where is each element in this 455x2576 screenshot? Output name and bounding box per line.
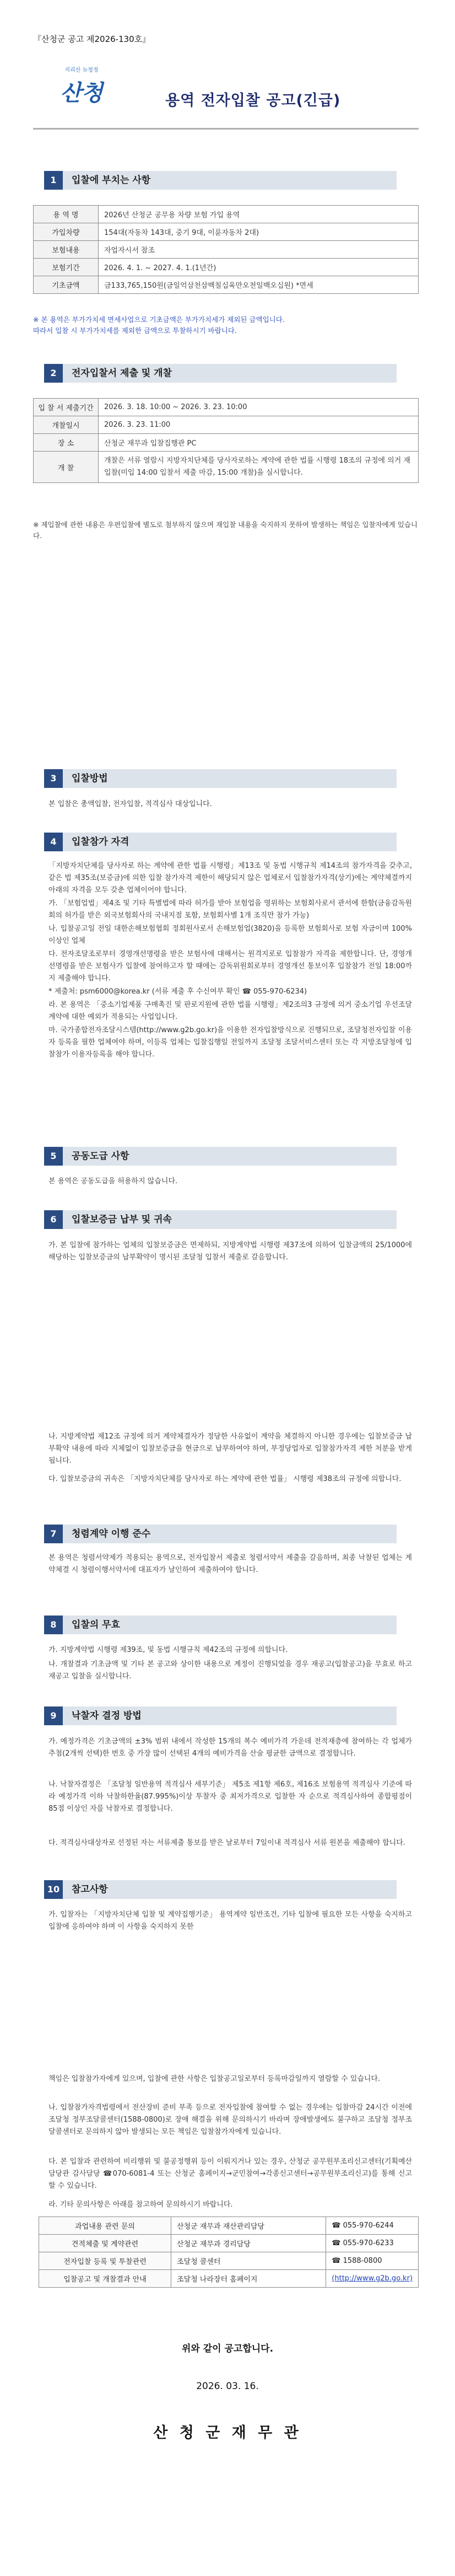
- section-title: 낙찰자 결정 방법: [72, 1710, 142, 1721]
- row-label: 기초금액: [34, 276, 99, 294]
- integrity-text: 본 용역은 청렴서약제가 적용되는 용역으로, 전자입찰서 제출로 청렴서약서 제출을 갈음하며, 최종 낙찰된 업체는 계약체결 시 청렴이행서약서에 대표자가 날인하여 제출하여야 합니다.: [48, 1554, 412, 1574]
- list-item: 마. 국가종합전자조달시스템(http://www.g2b.go.kr)을 이용한 전자입찰방식으로 진행되므로, 조달청전자입찰 이용자 등록을 필한 업체여야 하며, 이등록 업체는 입찰집행일 전일까지 조달청 조달서비스센터 또는 각 지방조달청에 입찰참가 이용자등록을 해야 합니다.: [48, 1026, 412, 1059]
- invalid-item: 가. 지방계약법 시행령 제39조, 및 동법 시행규칙 제42조의 규정에 의합니다.: [48, 1646, 288, 1654]
- vat-note-line: 따라서 입찰 시 부가가치세를 제외한 금액으로 투찰하시기 바랍니다.: [33, 326, 237, 335]
- section-title: 공동도급 사항: [72, 1151, 129, 1162]
- section-header-2: [44, 364, 397, 383]
- section-number: 6: [44, 1210, 63, 1229]
- contact-label: 견적체출 및 계약관련: [39, 2235, 171, 2252]
- section-number: 3: [44, 769, 63, 788]
- submission-table: [33, 398, 419, 483]
- section-header-5: [44, 1147, 397, 1166]
- section-title: 청렴계약 이행 준수: [72, 1528, 151, 1539]
- service-name: 2026년 산청군 공무용 차량 보험 가입 용역: [99, 206, 419, 223]
- contact-dept: 조달청 콜센터: [171, 2252, 326, 2270]
- row-label: 개찰일시: [34, 416, 99, 434]
- section-number: 2: [44, 364, 63, 383]
- decision-item: 가. 예정가격은 기초금액의 ±3% 범위 내에서 작성한 15개의 복수 예비가격 가운데 전적재층에 참여하는 각 업체가 추첨(2개씩 선택)한 번호 중 가장 많이 선택된 4개의 예비가격을 산술 평균한 금액으로 결정합니다.: [48, 1737, 412, 1758]
- notice-date: 2026. 03. 16.: [196, 2381, 259, 2392]
- decision-item: 다. 적격심사대상자로 선정된 자는 서류제출 통보를 받은 날로부터 7일이내 적격심사 서류 원본을 제출해야 합니다.: [48, 1839, 405, 1847]
- contact-dept: 산청군 재무과 경리담당: [171, 2235, 326, 2252]
- section-title: 입찰의 무효: [72, 1619, 121, 1630]
- reference-cont: 책임은 입찰참가자에게 있으며, 입찰에 관한 사항은 입찰공고일로부터 등록마감일까지 열람할 수 있습니다.: [48, 2075, 381, 2083]
- vat-note: [33, 314, 419, 336]
- section-number: 10: [44, 1880, 63, 1899]
- section-number: 4: [44, 833, 63, 851]
- row-label: 보험기간: [34, 259, 99, 276]
- row-label: 가입차량: [34, 223, 99, 241]
- section-title: 입찰방법: [72, 773, 108, 784]
- closing-statement: 위와 같이 공고합니다.: [181, 2343, 274, 2354]
- list-item: 「지방자치단체를 당사자로 하는 계약에 관한 법률 시행령」제13조 및 동법 시행규칙 제14조의 참가자격을 갖추고, 같은 법 제35조(보증금)에 의한 입찰 참가자격 제한이 해당되지 않은 업체로서 입찰참가자격(상기)에는 계약체결까지 아래의 자격을 모두 갖춘 업체이어야 합니다.: [48, 862, 412, 894]
- section-number: 1: [44, 171, 63, 190]
- section-title: 입찰보증금 납부 및 귀속: [72, 1214, 172, 1225]
- contact-phone: ☎ 1588-0800: [326, 2252, 419, 2270]
- list-item: 라. 본 용역은 「중소기업제품 구매촉진 및 판로지원에 관한 법률 시행령」제2조의3 규정에 의거 중소기업 우선조달계약에 대한 예외가 적용되는 사업입니다.: [48, 1001, 412, 1021]
- list-item: * 제출처: psm6000@korea.kr (서류 제출 후 수신여부 확인 ☎ 055-970-6234): [48, 988, 307, 996]
- list-item: 나. 입찰공고일 전일 대한손해보험협회 정회원사로서 손해보험업(3820)을 등록한 보험회사로 보험 자금이며 100% 이상인 업체: [48, 925, 412, 945]
- contact-phone: ☎ 055-970-6233: [326, 2235, 419, 2252]
- contact-label: 전자입찰 등록 및 투찰관련: [39, 2252, 171, 2270]
- base-amount: 금133,765,150원(금일억삼천삼백칠십육만오천일백오십원) *면세: [99, 276, 419, 294]
- vehicle-count: 154대(자동차 143대, 중기 9대, 이륜자동차 2대): [99, 223, 419, 241]
- row-label: 개 찰: [34, 452, 99, 483]
- table-row: [34, 223, 419, 241]
- vat-note-line: ※ 본 용역은 부가가치세 면세사업으로 기초금액은 부가가치세가 제외된 금액입니다.: [33, 315, 285, 324]
- bid-info-table: [33, 205, 419, 294]
- table-row: [34, 434, 419, 452]
- decision-item: 나. 낙찰자결정은 「조달청 일반용역 적격심사 세부기준」 제5조 제1항 제6호, 제16조 보험용역 적격심사 기준에 따라 예정가격 이하 낙찰하한율(87.995%)이상 투찰자 중 최저가격으로 입찰한 자 순으로 적격심사하여 종합평점이 85점 이상인 자를 낙찰자로 결정합니다.: [48, 1780, 412, 1813]
- joint-text: 본 용역은 공동도급을 허용하지 않습니다.: [48, 1177, 178, 1185]
- section-number: 9: [44, 1706, 63, 1725]
- contact-label: 과업내용 관련 문의: [39, 2217, 171, 2235]
- section-title: 입찰에 부치는 사항: [72, 175, 151, 186]
- table-row: [34, 416, 419, 434]
- deposit-item: 다. 입찰보증금의 귀속은 「지방자치단체를 당사자로 하는 계약에 관한 법률」 시행령 제38조의 규정에 의합니다.: [48, 1475, 402, 1483]
- logo-wordmark: 산청: [60, 80, 103, 106]
- bid-method-text: 본 입찰은 총액입찰, 전자입찰, 적격심사 대상입니다.: [48, 800, 212, 808]
- contact-label: 입찰공고 및 개찰결과 안내: [39, 2270, 171, 2288]
- section-number: 7: [44, 1525, 63, 1543]
- deposit-item: 나. 지방계약법 제12조 규정에 의거 계약체결자가 정당한 사유없이 계약을 체결하지 아니한 경우에는 입찰보증금 납부확약 내용에 따라 지체없이 입찰보증금을 현금으로 납부하여야 하며, 부정당업자로 입찰참가자격 제한 처분을 받게 됩니다.: [48, 1432, 412, 1465]
- g2b-link[interactable]: (http://www.g2b.go.kr): [326, 2270, 419, 2288]
- contact-dept: 산청군 재무과 재산관리담당: [171, 2217, 326, 2235]
- county-logo: [48, 65, 115, 120]
- table-row: [39, 2217, 419, 2235]
- section-header-1: [44, 171, 397, 190]
- section-title: 입찰참가 자격: [72, 836, 129, 847]
- section-header-10: [44, 1880, 397, 1899]
- row-label: 용 역 명: [34, 206, 99, 223]
- section-header-8: [44, 1616, 397, 1634]
- section-header-4: [44, 833, 397, 851]
- section-header-6: [44, 1210, 397, 1229]
- section-number: 5: [44, 1147, 63, 1166]
- submission-period: 2026. 3. 18. 10:00 ~ 2026. 3. 23. 10:00: [99, 399, 419, 416]
- insurance-content: 자업자시서 참조: [99, 241, 419, 259]
- row-label: 보험내용: [34, 241, 99, 259]
- opening-place: 산청군 재무과 입찰집행관 PC: [99, 434, 419, 452]
- title-divider: [33, 128, 419, 130]
- table-row: [39, 2252, 419, 2270]
- section-header-7: [44, 1525, 397, 1543]
- qualification-list: [48, 860, 412, 1062]
- reference-item: 나. 입찰참가자격법령에서 전산장비 준비 부족 등으로 전자입찰에 참여할 수 없는 경우에는 입찰마감 24시간 이전에 조달청 정부조달콜센터(1588-0800)로 장애 해결을 위해 문의하시기 바라며 장애발생에도 불구하고 조달청 정부조달콜센터로 문의하지 않아 발생되는 모든 책임은 입찰참가자에게 있습니다.: [48, 2103, 412, 2136]
- contact-dept: 조달청 나라장터 홈페이지: [171, 2270, 326, 2288]
- row-label: 장 소: [34, 434, 99, 452]
- list-item: 가. 「보험업법」제4조 및 기타 특별법에 따라 허가를 받아 보험업을 영위하는 보험회사로서 관서에 한함(금융감독원회의 허가를 받은 외국보험회사의 국내지점 포함, 보험회사별 1개 조직만 참가 가능): [48, 899, 412, 920]
- table-row: [34, 452, 419, 483]
- deposit-item: 가. 본 입찰에 참가하는 업체의 입찰보증금은 면제하되, 지방계약법 시행령 제37조에 의하여 입찰금액의 25/1000에 해당하는 입찰보증금의 납부확약이 명시된 조달청 입찰서 제출로 갈음합니다.: [48, 1241, 412, 1262]
- logo-slogan: 지리산 뉴청정: [64, 67, 99, 73]
- table-row: [39, 2270, 419, 2288]
- table-row: [34, 276, 419, 294]
- row-label: 입 찰 서 제출기간: [34, 399, 99, 416]
- contact-table: [39, 2217, 419, 2288]
- insurance-period: 2026. 4. 1. ~ 2027. 4. 1.(1년간): [99, 259, 419, 276]
- list-item: 다. 전자조달조로부터 경영개선명령을 받은 보험사에 대해서는 원격지로로 입찰참가 자격을 제한합니다. 단, 경영개선명령을 받은 보험사가 입찰에 참여하고자 할 때에는 감독위원회로부터 경영개선 통보이후 입찰참가 전일 18:00까지 제출해야 합니다.: [48, 950, 412, 983]
- contact-phone: ☎ 055-970-6244: [326, 2217, 419, 2235]
- issuer: 산 청 군 재 무 관: [153, 2424, 302, 2441]
- reference-item: 다. 본 입찰과 관련하여 비리행위 및 불공정행위 등이 이뤄지거나 있는 경우, 산청군 공무원부조리신고센터(기획예산담당관 감사담당 ☎070-6081-4 또는 산청군 홈페이지→군민참여→각종신고센터→공무원부조리신고)를 통해 신고할 수 있습니다.: [48, 2158, 412, 2190]
- section-number: 8: [44, 1616, 63, 1634]
- page-title: 용역 전자입찰 공고(긴급): [165, 92, 341, 109]
- table-row: [34, 399, 419, 416]
- reference-item: 라. 기타 문의사항은 아래를 참고하여 문의하시기 바랍니다.: [48, 2201, 233, 2209]
- section-title: 전자입찰서 제출 및 개찰: [72, 368, 172, 379]
- invalid-item: 나. 개찰결과 기초금액 및 기타 본 공고와 상이한 내용으로 계정이 진행되었을 경우 재공고(입찰공고)을 무효로 하고 재공고 입찰을 실시합니다.: [48, 1660, 412, 1681]
- section-header-3: [44, 769, 397, 788]
- table-row: [34, 259, 419, 276]
- section-title: 참고사항: [72, 1884, 108, 1895]
- reference-intro: 가. 입찰자는 「지방자치단체 입찰 및 계약집행기준」 용역계약 일반조건, 기타 입찰에 필요한 모든 사항을 숙지하고 입찰에 응하여야 하며 이 사항을 숙지하지 못한: [48, 1910, 412, 1931]
- table-row: [34, 206, 419, 223]
- rebid-note: ※ 제입찰에 관한 내용은 우편입찰에 별도로 첨부하지 않으며 재입찰 내용을 숙지하지 못하여 발생하는 책임은 입찰자에게 있습니다.: [33, 520, 418, 540]
- table-row: [34, 241, 419, 259]
- section-header-9: [44, 1706, 397, 1725]
- opening-note: 개찰은 서류 열람시 지방자치단체를 당사자로하는 계약에 관한 법률 시행령 18조의 규정에 의거 재입찰(미입 14:00 입찰서 제출 마감, 15:00 개찰)을 실시합니다.: [99, 452, 419, 483]
- notice-number: 『산청군 공고 제2026-130호』: [33, 34, 151, 44]
- opening-datetime: 2026. 3. 23. 11:00: [99, 416, 419, 434]
- table-row: [39, 2235, 419, 2252]
